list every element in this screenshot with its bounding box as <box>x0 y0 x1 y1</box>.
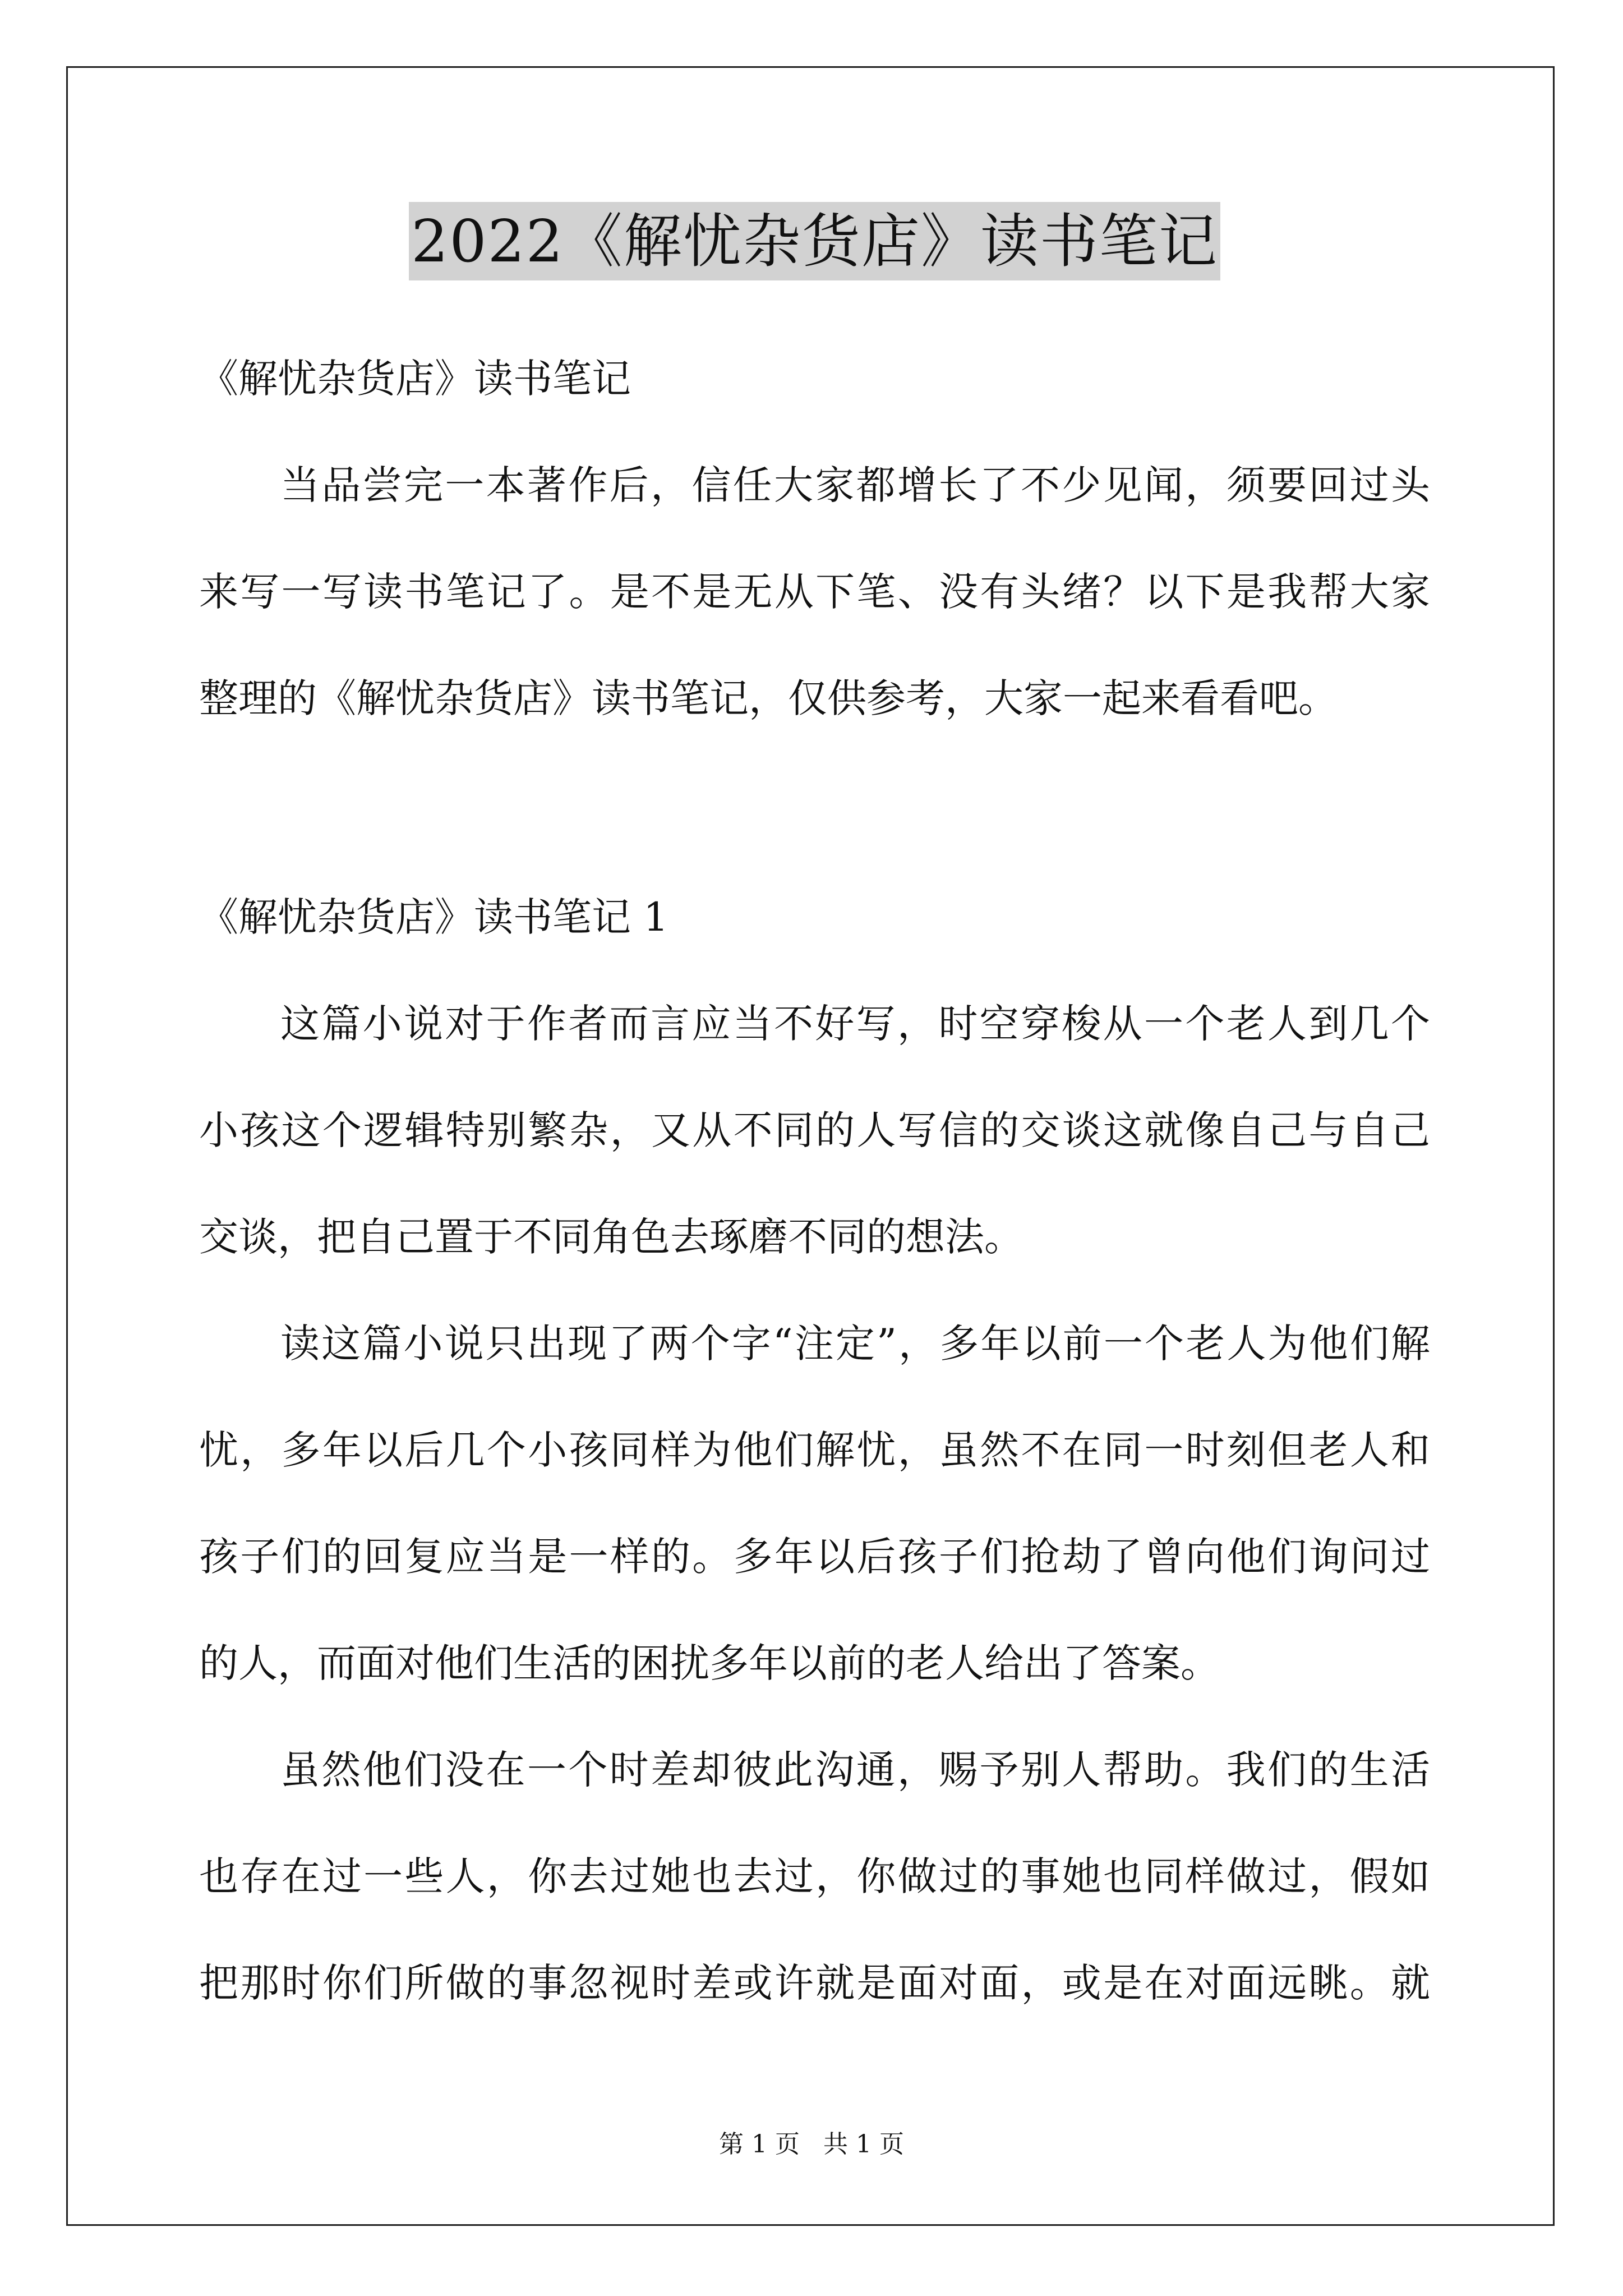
paragraph-line: 也存在过一些人，你去过她也去过，你做过的事她也同样做过，假如 <box>199 1853 1430 1899</box>
paragraph-line: 把那时你们所做的事忽视时差或许就是面对面，或是在对面远眺。就 <box>199 1960 1430 2006</box>
paragraph-line: 忧，多年以后几个小孩同样为他们解忧，虽然不在同一时刻但老人和 <box>199 1427 1430 1473</box>
paragraph-line: 交谈，把自己置于不同角色去琢磨不同的想法。 <box>199 1214 1023 1260</box>
intro-line: 整理的《解忧杂货店》读书笔记，仅供参考，大家一起来看看吧。 <box>199 675 1338 721</box>
title-wrap <box>199 202 1430 280</box>
page-number: 第 1 页 <box>719 2130 800 2159</box>
page-footer <box>0 2129 1623 2160</box>
paragraph-line: 虽然他们没在一个时差却彼此沟通，赐予别人帮助。我们的生活 <box>280 1747 1430 1793</box>
paragraph-line: 孩子们的回复应当是一样的。多年以后孩子们抢劫了曾向他们询问过 <box>199 1534 1430 1580</box>
paragraph-line: 小孩这个逻辑特别繁杂，又从不同的人写信的交谈这就像自己与自己 <box>199 1107 1430 1153</box>
page-total: 共 1 页 <box>823 2130 904 2159</box>
paragraph-line: 的人，而面对他们生活的困扰多年以前的老人给出了答案。 <box>199 1640 1220 1686</box>
intro-line: 当品尝完一本著作后，信任大家都增长了不少见闻，须要回过头 <box>280 462 1430 508</box>
intro-line: 来写一写读书笔记了。是不是无从下笔、没有头绪？以下是我帮大家 <box>199 569 1430 615</box>
section-heading: 《解忧杂货店》读书笔记 1 <box>199 894 668 940</box>
paragraph-line: 读这篇小说只出现了两个字“注定”，多年以前一个老人为他们解 <box>280 1320 1430 1366</box>
document-title: 2022《解忧杂货店》读书笔记 <box>409 202 1220 280</box>
subtitle: 《解忧杂货店》读书笔记 <box>199 356 631 402</box>
paragraph-line: 这篇小说对于作者而言应当不好写，时空穿梭从一个老人到几个 <box>280 1001 1430 1047</box>
